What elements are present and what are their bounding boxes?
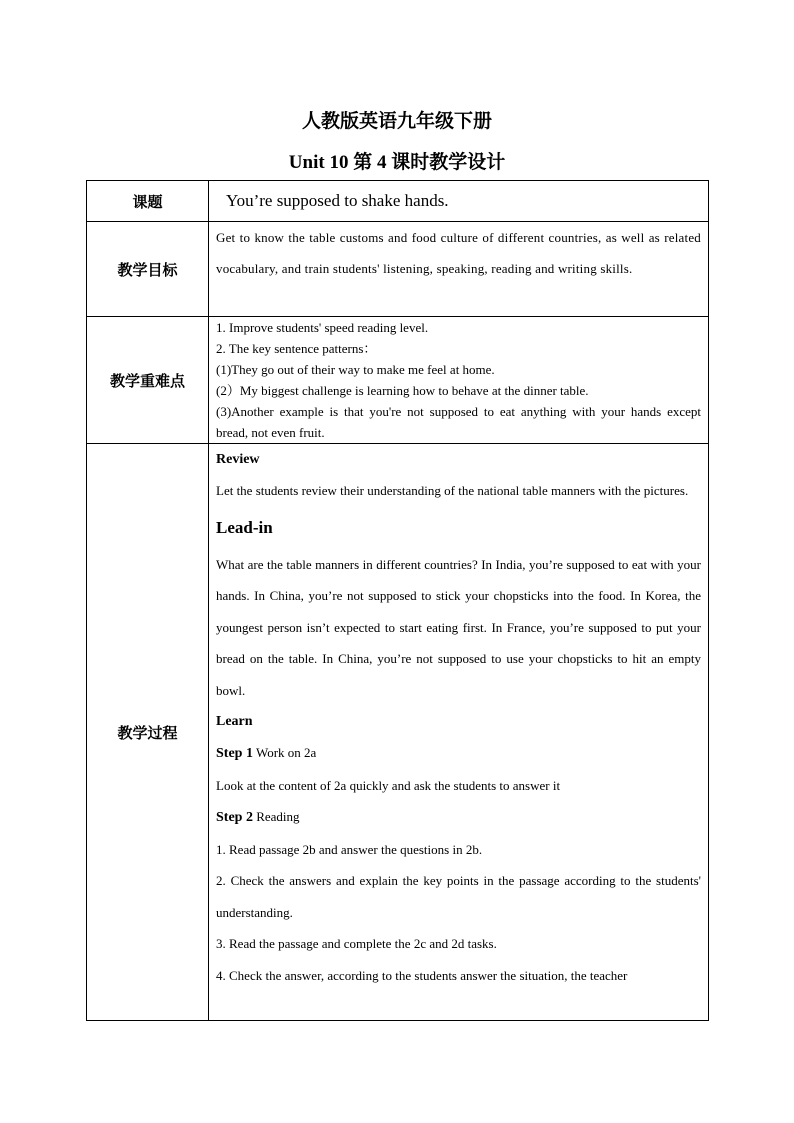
process-label: 教学过程 <box>87 444 209 1021</box>
objectives-text: Get to know the table customs and food culture of different countries, as well as related vocabulary, and train students' listening, speaking, reading and writing skills. <box>216 230 701 276</box>
key-point-line: (2）My biggest challenge is learning how to behave at the dinner table. <box>216 383 589 398</box>
process-cell <box>209 444 709 1021</box>
process-row <box>87 444 709 1021</box>
key-point-line: 2. The key sentence patterns： <box>216 341 377 356</box>
step1-text: Look at the content of 2a quickly and ask the students to answer it <box>216 777 561 793</box>
document-title: 人教版英语九年级下册 <box>301 111 492 132</box>
learn-heading: Learn <box>216 714 253 729</box>
review-text: Let the students review their understanding of the national table manners with the pictures. <box>216 483 689 498</box>
key-points-row <box>87 317 709 444</box>
key-points-label: 教学重难点 <box>87 317 209 444</box>
key-point-line: 1. Improve students' speed reading level. <box>216 320 429 335</box>
step2-label: Step 2 <box>216 810 253 825</box>
key-point-line: (3)Another example is that you're not supposed to eat anything with your hands except bread, not even fruit. <box>216 404 701 440</box>
key-point-line: (1)They go out of their way to make me feel at home. <box>216 362 495 377</box>
step2-item: 3. Read the passage and complete the 2c and 2d tasks. <box>216 936 497 951</box>
topic-cell <box>209 181 709 222</box>
topic-row <box>87 181 709 222</box>
lead-in-text: What are the table manners in different countries? In India, you’re supposed to eat with your hands. In China, you’re not supposed to stick your chopsticks into the food. In Korea, the youngest person isn’t expected to start eating first. In France, you’re supposed to put your bread on the table. In China, you’re not supposed to use your chopsticks to hit an empty bowl. <box>216 556 701 698</box>
step2-heading <box>216 801 701 834</box>
step1-title: Work on 2a <box>252 745 317 760</box>
objectives-cell <box>209 222 709 317</box>
lead-in-heading: Lead-in <box>216 517 273 537</box>
key-points-cell <box>209 317 709 444</box>
topic-label: 课题 <box>87 181 209 222</box>
topic-value: You’re supposed to shake hands. <box>226 191 449 210</box>
objectives-row <box>87 222 709 317</box>
document-subtitle: Unit 10 第 4 课时教学设计 <box>288 152 506 173</box>
lesson-plan-table <box>86 180 709 1021</box>
step2-item: 4. Check the answer, according to the students answer the situation, the teacher <box>216 967 628 983</box>
review-heading: Review <box>216 452 260 467</box>
step2-title: Reading <box>252 809 300 824</box>
objectives-label: 教学目标 <box>87 222 209 317</box>
step1-heading <box>216 737 701 770</box>
step2-item: 1. Read passage 2b and answer the questions in 2b. <box>216 841 483 857</box>
step1-label: Step 1 <box>216 746 253 761</box>
step2-item: 2. Check the answers and explain the key points in the passage according to the students' understanding. <box>216 873 701 920</box>
